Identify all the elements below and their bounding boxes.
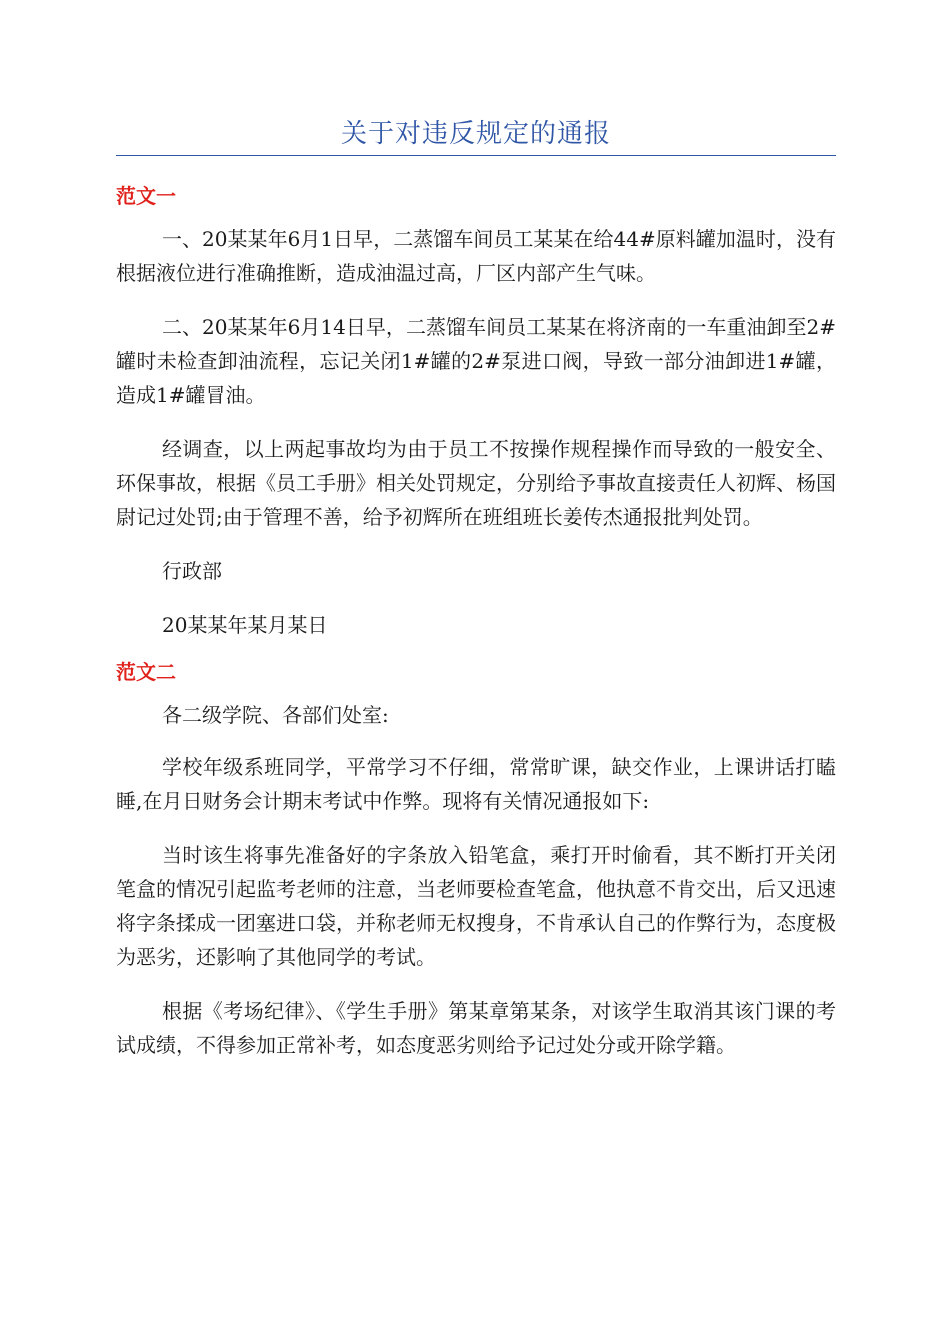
signature-department: 行政部 — [162, 559, 222, 583]
document-title: 关于对违反规定的通报 — [340, 119, 611, 149]
section2-salutation: 各二级学院、各部们处室: — [162, 703, 389, 727]
section-heading-1: 范文一 — [116, 184, 176, 208]
title-underline — [116, 155, 836, 156]
section1-paragraph-1: 一、20某某年6月1日早，二蒸馏车间员工某某在给44#原料罐加温时，没有根据液位进行准确推断，造成油温过高，厂区内部产生气味。 — [116, 227, 836, 285]
section2-paragraph-1: 学校年级系班同学，平常学习不仔细，常常旷课，缺交作业，上课讲话打瞌睡,在月日财务会计期末考试中作弊。现将有关情况通报如下: — [116, 755, 836, 813]
section2-paragraph-2: 当时该生将事先准备好的字条放入铅笔盒，乘打开时偷看，其不断打开关闭笔盒的情况引起监考老师的注意，当老师要检查笔盒，他执意不肯交出，后又迅速将字条揉成一团塞进口袋，并称老师无权搜身，不肯承认自己的作弊行为，态度极为恶劣，还影响了其他同学的考试。 — [116, 843, 836, 969]
document-page — [116, 0, 836, 1062]
section1-paragraph-2: 二、20某某年6月14日早，二蒸馏车间员工某某在将济南的一车重油卸至2#罐时未检查卸油流程，忘记关闭1#罐的2#泵进口阀，导致一部分油卸进1#罐，造成1#罐冒油。 — [116, 315, 836, 407]
section-heading-2: 范文二 — [116, 660, 176, 684]
section1-paragraph-3: 经调查，以上两起事故均为由于员工不按操作规程操作而导致的一般安全、环保事故，根据《员工手册》相关处罚规定，分别给予事故直接责任人初辉、杨国尉记过处罚;由于管理不善，给予初辉所在班组班长姜传杰通报批判处罚。 — [116, 437, 836, 529]
signature-date: 20某某年某月某日 — [162, 613, 328, 637]
section2-paragraph-3: 根据《考场纪律》、《学生手册》第某章第某条，对该学生取消其该门课的考试成绩，不得参加正常补考，如态度恶劣则给予记过处分或开除学籍。 — [116, 999, 836, 1057]
